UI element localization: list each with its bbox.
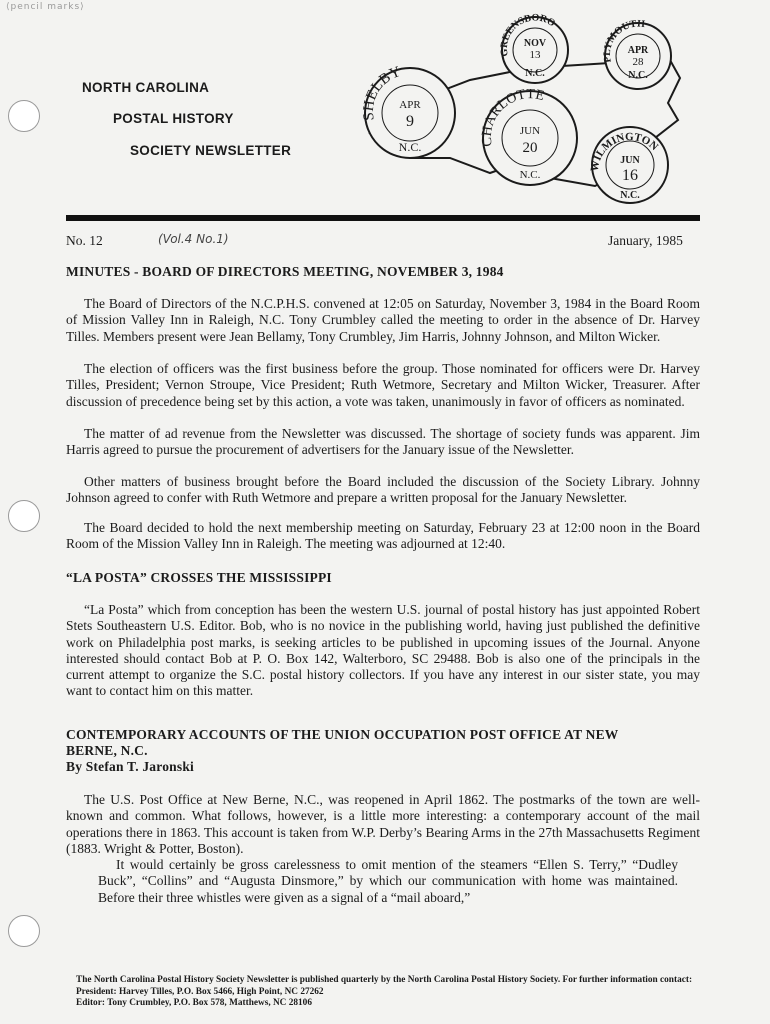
wilmington-state: N.C.: [620, 190, 640, 201]
wilmington-day: 16: [622, 167, 638, 184]
minutes-paragraph-2: The election of officers was the first business before the group. Those nominated for officers were Dr. Harvey Tilles, President; Vernon Stroupe, Vice President; Ruth Wetmore, Secretary and Milton Wicker, Treasurer. After discussion of precedence being set by this action, a vote was taken, unanimously in favor of officers as nominated.: [66, 361, 700, 409]
masthead-line-2: POSTAL HISTORY: [113, 111, 234, 126]
shelby-day: 9: [406, 113, 414, 130]
minutes-paragraph-4: Other matters of business brought before the Board included the discussion of the Society Library. Johnny Johnson agreed to confer with Ruth Wetmore and prepare a written proposal for the January Newsletter.: [66, 474, 700, 506]
issue-volume-handwritten: (Vol.4 No.1): [158, 232, 229, 246]
minutes-paragraph-5: The Board decided to hold the next membership meeting on Saturday, February 23 at 12:00 noon in the Board Room of the Mission Valley Inn in Raleigh. The meeting was adjourned at 12:40.: [66, 520, 700, 552]
footer-info: The North Carolina Postal History Society Newsletter is published quarterly by the North Carolina Postal History Society. For further information contact:: [76, 975, 693, 985]
binder-hole-bottom: [8, 915, 40, 947]
masthead-line-3: SOCIETY NEWSLETTER: [130, 143, 292, 158]
masthead-line-1: NORTH CAROLINA: [82, 80, 210, 95]
la-posta-paragraph: “La Posta” which from conception has been the western U.S. journal of postal history has just appointed Robert Stets Southeastern U.S. Editor. Bob, who is no novice in the publishing world, having just published the definitive work on Philadelphia post marks, is seeking articles to be published in upcoming issues of the Journal. Anyone interested should contact Bob at P. O. Box 142, Walterboro, SC 29488. Bob is also one of the principals in the current attempt to organize the S.C. postal history collectors. If you have any interest in our sister state, you may want to contact him on this matter.: [66, 602, 700, 699]
binder-hole-middle: [8, 500, 40, 532]
greensboro-town: GREENSBORO: [498, 12, 558, 58]
shelby-state: N.C.: [398, 140, 422, 154]
shelby-postmark: [361, 64, 455, 158]
postmarks-map-illustration: [350, 8, 700, 208]
charlotte-postmark: [480, 87, 577, 185]
plymouth-town: PLYMOUTH: [601, 18, 646, 64]
wilmington-month: JUN: [620, 155, 640, 166]
minutes-paragraph-3: The matter of ad revenue from the Newsletter was discussed. The shortage of society funds was apparent. Jim Harris agreed to pursue the procurement of advertisers for the January issue of the Newsletter.: [66, 426, 700, 458]
wilmington-town: WILMINGTON: [588, 130, 661, 173]
charlotte-town: CHARLOTTE: [479, 87, 546, 148]
masthead-rule: [66, 215, 700, 221]
binder-hole-top: [8, 100, 40, 132]
newsletter-footer: [76, 975, 716, 1010]
plymouth-postmark: [602, 18, 671, 89]
pencil-marks: ⟨pencil marks⟩: [6, 2, 85, 12]
wilmington-postmark: [589, 127, 668, 203]
new-berne-paragraph: The U.S. Post Office at New Berne, N.C., was reopened in April 1862. The postmarks of the town are well-known and common. What follows, however, is a little more interesting: a contemporary account of the mail operations there in 1863. This account is taken from W.P. Derby’s Bearing Arms in the 27th Massachusetts Regiment (1883. Wright & Potter, Boston).: [66, 792, 700, 856]
new-berne-quote: It would certainly be gross carelessness to omit mention of the steamers “Ellen S. Terry,” “Dudley Buck”, “Collins” and “Augusta Dinsmore,” by which our communication with home was maintained. Before their three whistles were given as a signal of a “mail aboard,”: [98, 857, 678, 905]
shelby-month: APR: [399, 99, 421, 111]
greensboro-state: N.C.: [525, 68, 545, 79]
la-posta-heading: “LA POSTA” CROSSES THE MISSISSIPPI: [66, 570, 332, 585]
new-berne-byline: By Stefan T. Jaronski: [66, 759, 194, 774]
footer-editor: Editor: Tony Crumbley, P.O. Box 578, Matthews, NC 28106: [76, 998, 312, 1008]
shelby-town: SHELBY: [360, 63, 404, 122]
new-berne-heading: CONTEMPORARY ACCOUNTS OF THE UNION OCCUPATION POST OFFICE AT NEW BERNE, N.C.: [66, 727, 619, 758]
issue-date: January, 1985: [608, 233, 683, 248]
plymouth-state: N.C.: [628, 70, 648, 81]
minutes-paragraph-1: The Board of Directors of the N.C.P.H.S. convened at 12:05 on Saturday, November 3, 1984 in the Board Room of Mission Valley Inn in Raleigh, N.C. Tony Crumbley called the meeting to order in the absence of Dr. Harvey Tilles. Members present were Jean Bellamy, Tony Crumbley, Jim Harris, Johnny Johnson, and Milton Wicker.: [66, 296, 700, 344]
plymouth-month: APR: [627, 45, 649, 56]
plymouth-day: 28: [632, 56, 644, 68]
greensboro-month: NOV: [523, 38, 547, 49]
greensboro-day: 13: [529, 49, 541, 61]
minutes-heading: MINUTES - BOARD OF DIRECTORS MEETING, NOVEMBER 3, 1984: [66, 264, 504, 279]
charlotte-month: JUN: [519, 125, 541, 137]
charlotte-day: 20: [522, 140, 538, 156]
charlotte-state: N.C.: [519, 169, 541, 181]
issue-number: No. 12: [66, 233, 103, 248]
footer-president: President: Harvey Tilles, P.O. Box 5466, High Point, NC 27262: [76, 986, 324, 997]
